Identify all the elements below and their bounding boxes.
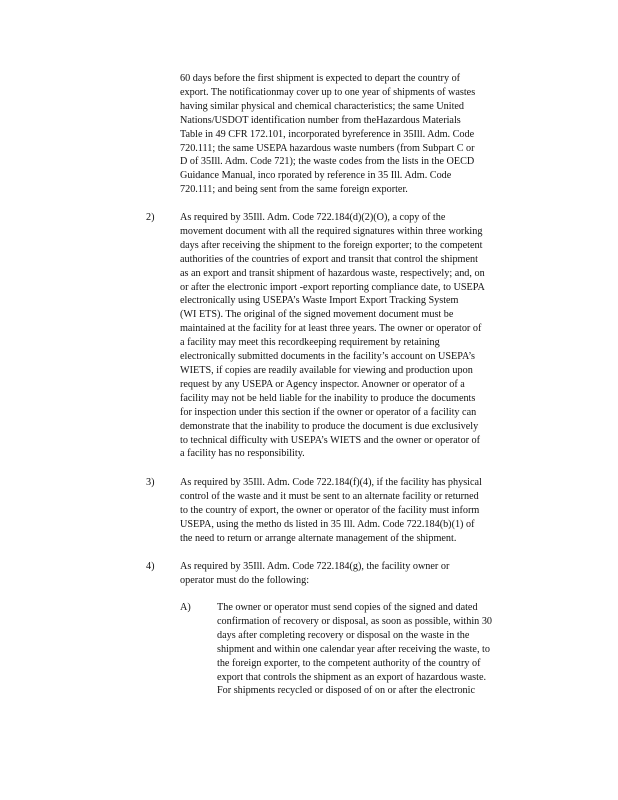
item-2-paragraph (180, 211, 541, 461)
text-line: (WI ETS). The original of the signed movement document must be (180, 309, 454, 321)
text-line: electronically submitted documents in the facility’s account on USEPA’s (180, 351, 476, 363)
text-line: 60 days before the first shipment is expected to depart the country of (180, 73, 461, 84)
subitem-a-paragraph (217, 601, 541, 698)
text-line: USEPA, using the metho ds listed in 35 Ill. Adm. Code 722.184(b)(1) of (180, 518, 475, 530)
text-line: authorities of the countries of export and transit that control the shipment (180, 253, 478, 265)
text-line: demonstrate that the inability to produce the document is due exclusively (180, 420, 479, 432)
text-line: a facility may meet this recordkeeping requirement by retaining (180, 337, 440, 349)
text-line: Guidance Manual, inco rporated by reference in 35 Ill. Adm. Code (180, 170, 452, 182)
text-line: shipment and within one calendar year after receiving the waste, to (217, 643, 490, 655)
item-4-text (180, 560, 541, 588)
text-line: for inspection under this section if the owner or operator of a facility can (180, 406, 477, 418)
text-line: days after receiving the shipment to the foreign exporter; to the competent (180, 239, 483, 251)
text-line: D of 35Ill. Adm. Code 721); the waste codes from the lists in the OECD (180, 156, 475, 168)
text-line: electronically using USEPA’s Waste Import Export Tracking System (180, 295, 459, 307)
text-line: a facility has no responsibility. (180, 448, 305, 460)
text-line: the foreign exporter, to the competent authority of the country of (217, 657, 481, 669)
text-line: to the country of export, the owner or operator of the facility must inform (180, 504, 480, 516)
text-line: control of the waste and it must be sent to an alternate facility or returned (180, 490, 479, 502)
text-line: confirmation of recovery or disposal, as soon as possible, within 30 (217, 615, 493, 627)
continuation-paragraph (180, 72, 541, 197)
item-number-2: 2) (146, 212, 155, 223)
text-line: As required by 35Ill. Adm. Code 722.184(g), the facility owner or (180, 561, 450, 572)
continuation-text (180, 72, 541, 197)
subitem-letter-a: A) (180, 602, 191, 613)
item-number-3: 3) (146, 477, 155, 488)
text-line: operator must do the following: (180, 574, 310, 586)
text-line: Nations/USDOT identification number from theHazardous Materials (180, 114, 461, 126)
text-line: 720.111; and being sent from the same foreign exporter. (180, 184, 408, 196)
text-line: the need to return or arrange alternate management of the shipment. (180, 532, 457, 544)
text-line: days after completing recovery or disposal on the waste in the (217, 629, 470, 641)
text-line: to technical difficulty with USEPA’s WIETS and the owner or operator of (180, 434, 481, 446)
text-line: having similar physical and chemical characteristics; the same United (180, 100, 465, 112)
text-line: export that controls the shipment as an export of hazardous waste. (217, 671, 487, 683)
text-line: The owner or operator must send copies of the signed and dated (217, 602, 478, 613)
text-line: WIETS, if copies are readily available for viewing and production upon (180, 364, 473, 376)
item-number-4: 4) (146, 561, 155, 572)
text-line: For shipments recycled or disposed of on or after the electronic (217, 685, 476, 697)
text-line: maintained at the facility for at least three years. The owner or operator of (180, 323, 482, 335)
item-2-text (180, 211, 541, 461)
text-line: or after the electronic import -export reporting compliance date, to USEPA (180, 281, 485, 293)
text-line: movement document with all the required signatures within three working (180, 225, 483, 237)
text-line: facility may not be held liable for the inability to produce the documents (180, 392, 476, 404)
text-line: 720.111; the same USEPA hazardous waste numbers (from Subpart C or (180, 142, 475, 154)
text-line: As required by 35Ill. Adm. Code 722.184(d)(2)(O), a copy of the (180, 212, 446, 223)
item-4-paragraph (180, 560, 541, 588)
text-line: export. The notificationmay cover up to one year of shipments of wastes (180, 86, 476, 98)
text-line: request by any USEPA or Agency inspector. Anowner or operator of a (180, 378, 465, 390)
text-line: Table in 49 CFR 172.101, incorporated byreference in 35Ill. Adm. Code (180, 128, 475, 140)
item-3-paragraph (180, 476, 541, 546)
subitem-a-text (217, 601, 541, 698)
item-3-text (180, 476, 541, 546)
text-line: As required by 35Ill. Adm. Code 722.184(f)(4), if the facility has physical (180, 477, 482, 488)
text-line: as an export and transit shipment of hazardous waste, respectively; and, on (180, 267, 485, 279)
